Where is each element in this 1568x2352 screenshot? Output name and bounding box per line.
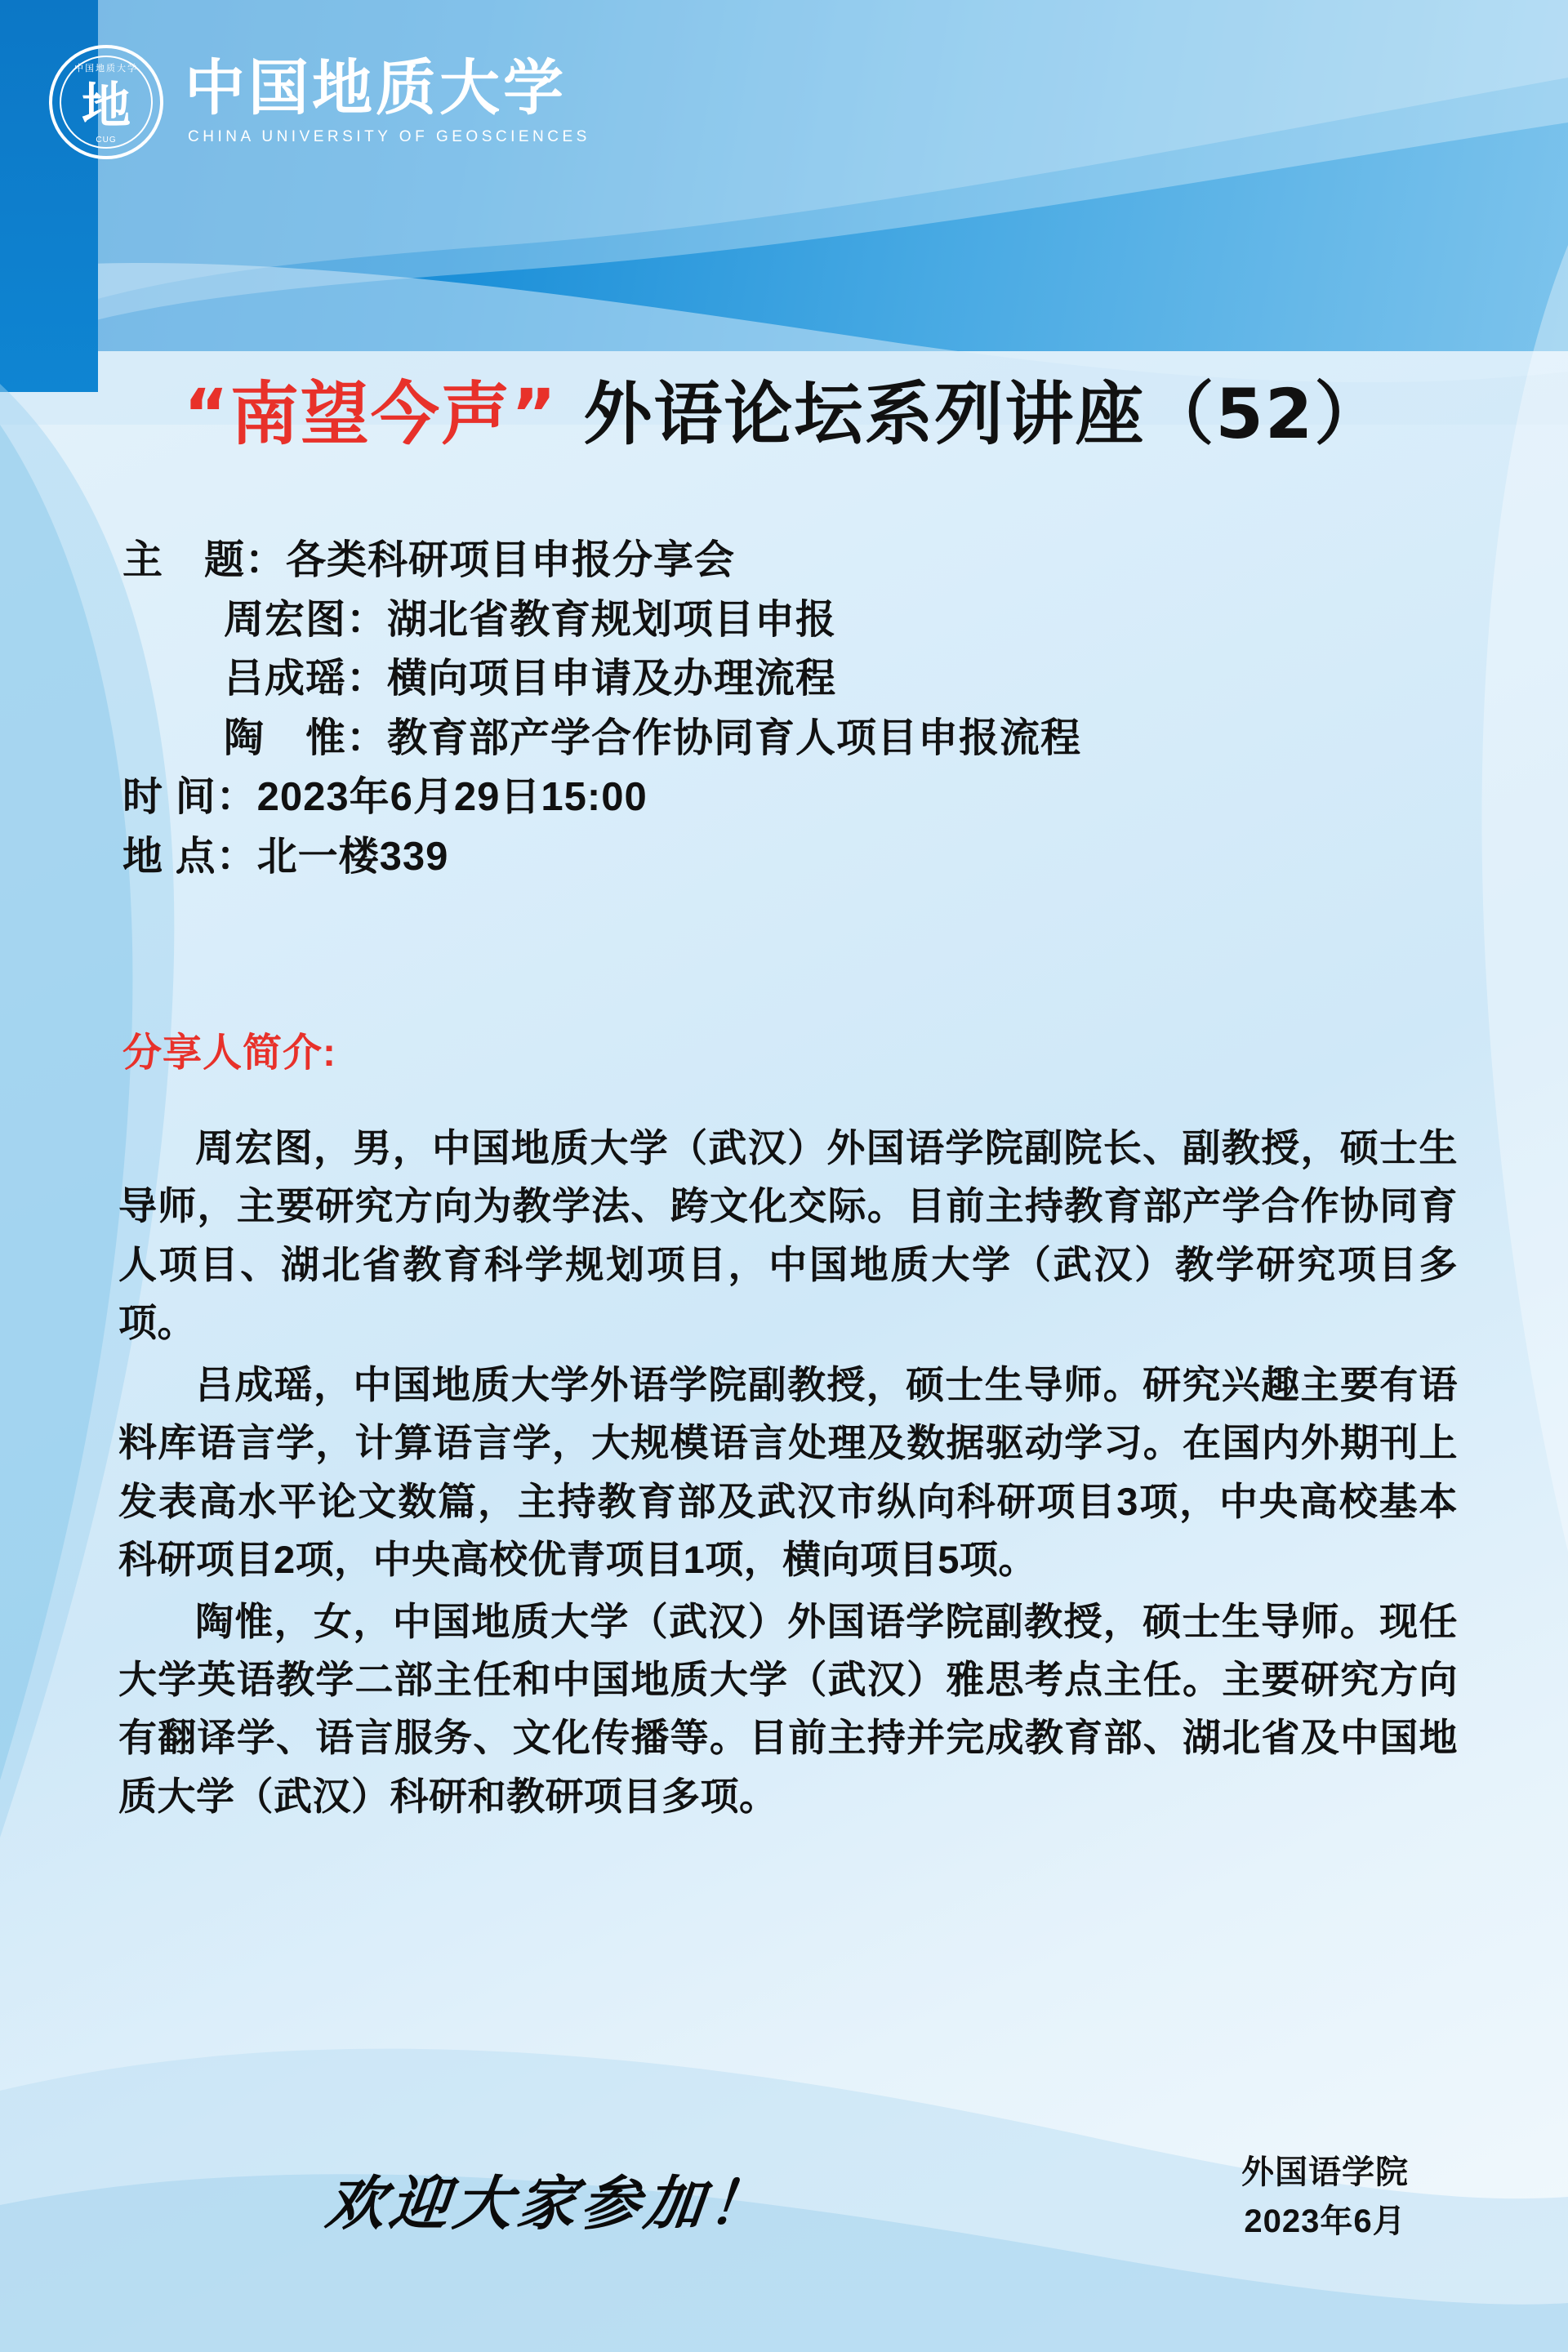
- topic-line: [122, 531, 1511, 590]
- university-logo-header: [49, 45, 590, 159]
- welcome-message: 欢迎大家参加！: [323, 2172, 776, 2237]
- event-info-block: [122, 531, 1511, 886]
- logo-chinese-name: 中国地质大学: [185, 56, 567, 123]
- speaker-bio-paragraph: 陶惟，女，中国地质大学（武汉）外国语学院副教授，硕士生导师。现任大学英语教学二部主任和中国地质大学（武汉）雅思考点主任。主要研究方向有翻译学、语言服务、文化传播等。目前主持并完成教育部、湖北省及中国地质大学（武汉）科研和教研项目多项。: [118, 1599, 1458, 1818]
- speakers-bio-block: [118, 1119, 1458, 1829]
- seal-arc-top-text: 中国地质大学: [74, 64, 138, 74]
- logo-wordmark: [185, 58, 590, 146]
- seal-center-glyph: 地: [82, 79, 131, 133]
- logo-english-name: CHINA UNIVERSITY OF GEOSCIENCES: [188, 127, 590, 145]
- poster-title: [0, 359, 1568, 458]
- title-black-part: 外语论坛系列讲座（52）: [558, 374, 1385, 454]
- signature-org: 外国语学院: [1241, 2154, 1409, 2190]
- topic-subitem-1: 周宏图：湖北省教育规划项目申报: [224, 597, 837, 642]
- topic-subitem-2: 吕成瑶：横向项目申请及办理流程: [224, 657, 837, 702]
- topic-subitem-3: 陶 惟：教育部产学合作协同育人项目申报流程: [224, 715, 1082, 760]
- time-line: [122, 768, 1511, 827]
- topic-value: 各类科研项目申报分享会: [286, 538, 736, 582]
- signature-date: 2023年6月: [1244, 2203, 1406, 2239]
- place-line: [122, 827, 1511, 887]
- place-value: 北一楼339: [256, 834, 449, 879]
- speakers-section-heading: 分享人简介:: [122, 1031, 336, 1075]
- university-seal-icon: [49, 45, 163, 159]
- place-label: 地 点：: [122, 834, 257, 879]
- speaker-bio-paragraph: 周宏图，男，中国地质大学（武汉）外国语学院副院长、副教授，硕士生导师，主要研究方向为教学法、跨文化交际。目前主持教育部产学合作协同育人项目、湖北省教育科学规划项目，中国地质大学（武汉）教学研究项目多项。: [118, 1126, 1458, 1345]
- signature-block: [1241, 2148, 1409, 2246]
- title-red-part: “南望今声”: [183, 374, 559, 454]
- seal-arc-bottom-text: CUG: [96, 136, 117, 145]
- time-label: 时 间：: [122, 775, 257, 820]
- topic-label: 主 题：: [122, 538, 287, 582]
- speaker-bio-paragraph: 吕成瑶，中国地质大学外语学院副教授，硕士生导师。研究兴趣主要有语料库语言学，计算语言学，大规模语言处理及数据驱动学习。在国内外期刊上发表高水平论文数篇，主持教育部及武汉市纵向科研项目3项，中央高校基本科研项目2项，中央高校优青项目1项，横向项目5项。: [118, 1362, 1458, 1582]
- time-value: 2023年6月29日15:00: [256, 775, 648, 820]
